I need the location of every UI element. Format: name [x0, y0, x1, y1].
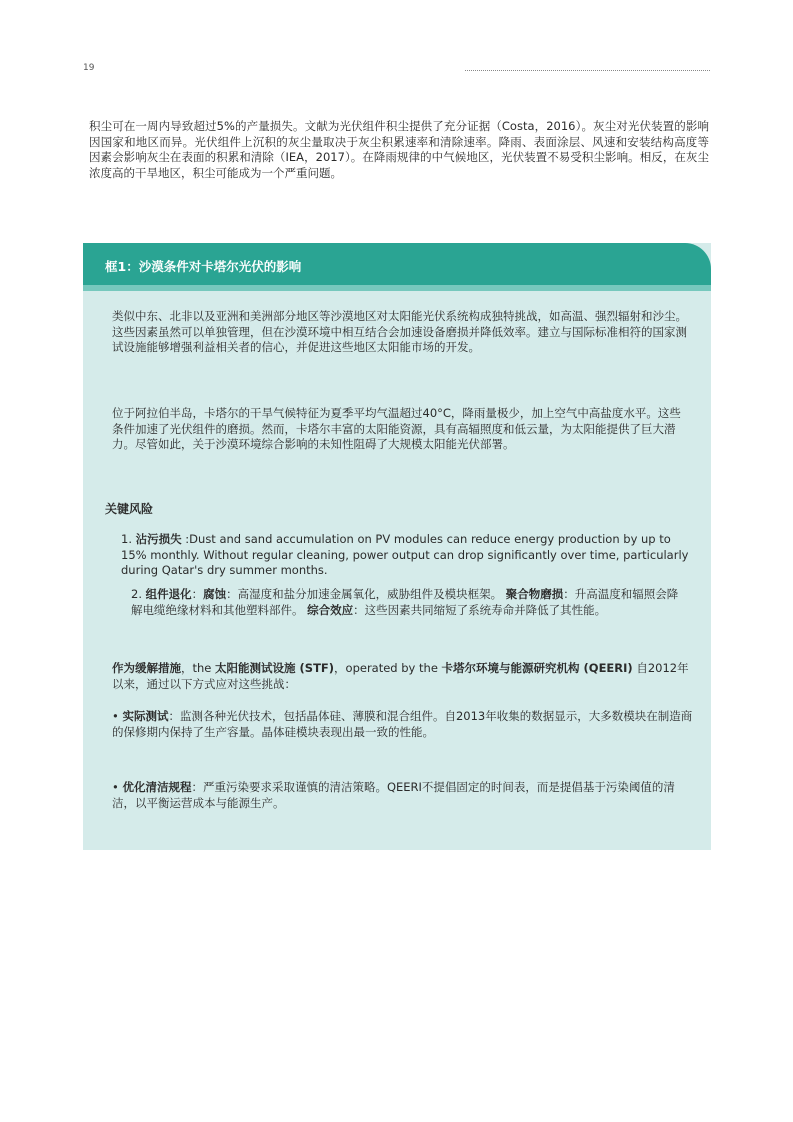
qeeri-name: 卡塔尔环境与能源研究机构 (QEERI)	[441, 661, 633, 675]
mitigation-term: 作为缓解措施	[112, 661, 181, 675]
risk-subterm-combined: 综合效应	[307, 602, 354, 617]
risk-term: 沾污损失	[135, 532, 182, 546]
risk-subtext-combined: ：这些因素共同缩短了系统寿命并降低了其性能。	[353, 602, 607, 617]
case-box	[83, 243, 711, 850]
risk-separator: ：	[191, 587, 204, 601]
mitigation-paragraph	[112, 661, 690, 692]
risk-subterm-corrosion: 腐蚀	[203, 587, 227, 601]
box-header-stripe	[83, 285, 711, 291]
bullet-text: ：严重污染要求采取谨慎的清洁策略。QEERI不提倡固定的时间表，而是提倡基于污染阈值的清洁，以平衡运营成本与能源生产。	[112, 780, 675, 810]
risk-text: :Dust and sand accumulation on PV modules can reduce energy production by up to 15% monthly. Without regular cleaning, power output can drop significantly over time, particularly during Qatar's dry summer months.	[121, 532, 689, 577]
risk-term: 组件退化	[145, 587, 192, 601]
risk-number: 1.	[121, 532, 132, 546]
risk-subtext-polymer: ：升高温度和辐照会降解电缆绝缘材料和其他塑料部件。	[131, 587, 679, 617]
intro-paragraph: 积尘可在一周内导致超过5%的产量损失。文献为光伏组件积尘提供了充分证据（Costa，2016）。灰尘对光伏装置的影响因国家和地区而异。光伏组件上沉积的灰尘量取决于灰尘积累速率和清除速率。降雨、表面涂层、风速和安装结构高度等因素会影响灰尘在表面的积累和清除（IEA，2017）。在降雨规律的中气候地区，光伏装置不易受积尘影响。相反，在灰尘浓度高的干旱地区，积尘可能成为一个严重问题。	[89, 119, 709, 180]
box-header	[83, 243, 711, 285]
bullet-term: 优化清洁规程	[122, 780, 192, 794]
box-title: 框1：沙漠条件对卡塔尔光伏的影响	[105, 259, 302, 274]
box-paragraph-qatar-climate: 位于阿拉伯半岛，卡塔尔的干旱气候特征为夏季平均气温超过40°C，降雨量极少，加上空气中高盐度水平。这些条件加速了光伏组件的磨损。然而，卡塔尔丰富的太阳能资源，具有高辐照度和低云量，为太阳能提供了巨大潜力。尽管如此，关于沙漠环境综合影响的未知性阻碍了大规模太阳能光伏部署。	[112, 406, 681, 451]
bullet-term: 实际测试	[122, 709, 169, 723]
bullet-mark: •	[112, 709, 119, 723]
risk-number: 2.	[131, 587, 142, 601]
page-number: 19	[83, 63, 95, 73]
risk-item-soiling	[121, 532, 689, 579]
mitigation-text-since: 自2012年以来，通过以下方式应对这些挑战：	[112, 661, 689, 691]
bullet-text: ：监测各种光伏技术，包括晶体硅、薄膜和混合组件。自2013年收集的数据显示，大多数模块在制造商的保修期内保持了生产容量。晶体硅模块表现出最一致的性能。	[112, 709, 693, 739]
header-dotted-rule	[465, 70, 710, 71]
risk-subterm-polymer: 聚合物磨损	[505, 587, 564, 601]
mitigation-text-operated: ，operated by the	[334, 661, 438, 675]
stf-name: 太阳能测试设施 (STF)	[215, 661, 335, 675]
risk-subtext-corrosion: ：高湿度和盐分加速金属氧化，威胁组件及模块框架。	[226, 587, 503, 601]
bullet-mark: •	[112, 780, 119, 794]
box-paragraph-desert-challenges: 类似中东、北非以及亚洲和美洲部分地区等沙漠地区对太阳能光伏系统构成独特挑战，如高温、强烈辐射和沙尘。这些因素虽然可以单独管理，但在沙漠环境中相互结合会加速设备磨损并降低效率。建立与国际标准相符的国家测试设施能够增强利益相关者的信心，并促进这些地区太阳能市场的开发。	[112, 309, 687, 354]
bullet-field-testing	[112, 709, 694, 740]
risk-item-degradation	[131, 587, 689, 618]
bullet-cleaning	[112, 780, 694, 811]
key-risks-heading: 关键风险	[105, 502, 154, 516]
mitigation-text: ，the	[181, 661, 212, 675]
